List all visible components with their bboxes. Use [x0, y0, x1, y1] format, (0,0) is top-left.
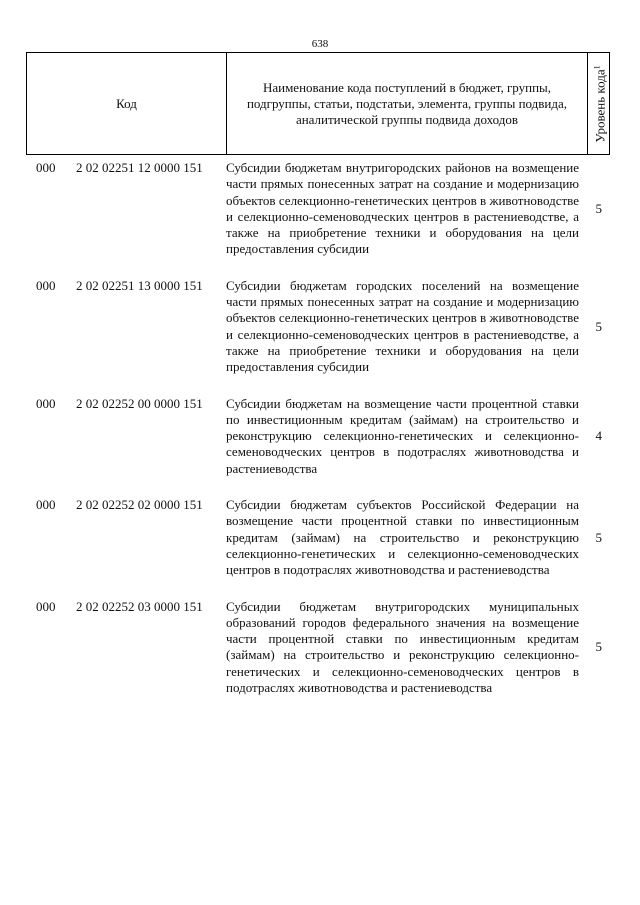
table-row [26, 396, 610, 477]
page-number: 638 [311, 38, 329, 50]
table-body [26, 160, 610, 696]
header-level-label: Уровень кода [592, 68, 608, 143]
header-name: Наименование кода поступлений в бюджет, группы, подгруппы, статьи, подстатьи, элемента, группы подвида, аналитической группы подвида доходов [227, 53, 588, 154]
income-name: Субсидии бюджетам внутригородских районов на возмещение части прямых понесенных затрат на создание и модернизацию объектов селекционно-генетических центров в животноводстве и селекционно-семеноводческих центров в растениеводстве, а также на приобретение техники и оборудования на цели предоставления субсидии [226, 160, 579, 257]
admin-code: 000 [36, 395, 56, 411]
budget-code: 2 02 02252 00 0000 151 [76, 395, 203, 411]
budget-code: 2 02 02251 13 0000 151 [76, 277, 203, 293]
income-name: Субсидии бюджетам на возмещение части процентной ставки по инвестиционным кредитам (займам) на строительство и реконструкцию селекционно-генетических и селекционно-семеноводческих центров в подотраслях животноводства и растениеводства [226, 395, 579, 476]
income-name: Субсидии бюджетам внутригородских муниципальных образований городов федерального значения на возмещение части процентной ставки по инвестиционным кредитам (займам) на строительство и реконструкцию селекционно-генетических и селекционно-семеноводческих центров в подотраслях животноводства и растениеводства [226, 598, 579, 696]
admin-code: 000 [36, 598, 56, 614]
header-level [588, 53, 609, 154]
header-level-footnote: 1 [591, 64, 601, 69]
table-header [26, 52, 610, 155]
budget-code: 2 02 02251 12 0000 151 [76, 160, 203, 175]
code-level: 5 [595, 318, 602, 334]
income-name: Субсидии бюджетам субъектов Российской Федерации на возмещение части процентной ставки по инвестиционным кредитам (займам) на строительство и реконструкцию селекционно-генетических и селекционно-семеноводческих центров в подотраслях животноводства и растениеводства [226, 497, 579, 578]
income-name: Субсидии бюджетам городских поселений на возмещение части прямых понесенных затрат на создание и модернизацию объектов селекционно-генетических центров в животноводстве и селекционно-семеноводческих центров в растениеводстве, а также на приобретение техники и оборудования на цели предоставления субсидии [226, 277, 579, 375]
header-code: Код [27, 53, 227, 154]
code-level: 5 [595, 639, 602, 655]
table-row [26, 497, 610, 578]
admin-code: 000 [36, 277, 56, 293]
admin-code: 000 [36, 497, 56, 513]
table-row [26, 278, 610, 376]
budget-code: 2 02 02252 02 0000 151 [76, 497, 203, 513]
code-level: 5 [595, 529, 602, 545]
table-row [26, 160, 610, 258]
header-level-text [589, 65, 608, 142]
admin-code: 000 [36, 160, 56, 175]
code-level: 4 [595, 428, 602, 444]
budget-code: 2 02 02252 03 0000 151 [76, 598, 203, 614]
code-level: 5 [595, 200, 602, 216]
table-row [26, 599, 610, 697]
